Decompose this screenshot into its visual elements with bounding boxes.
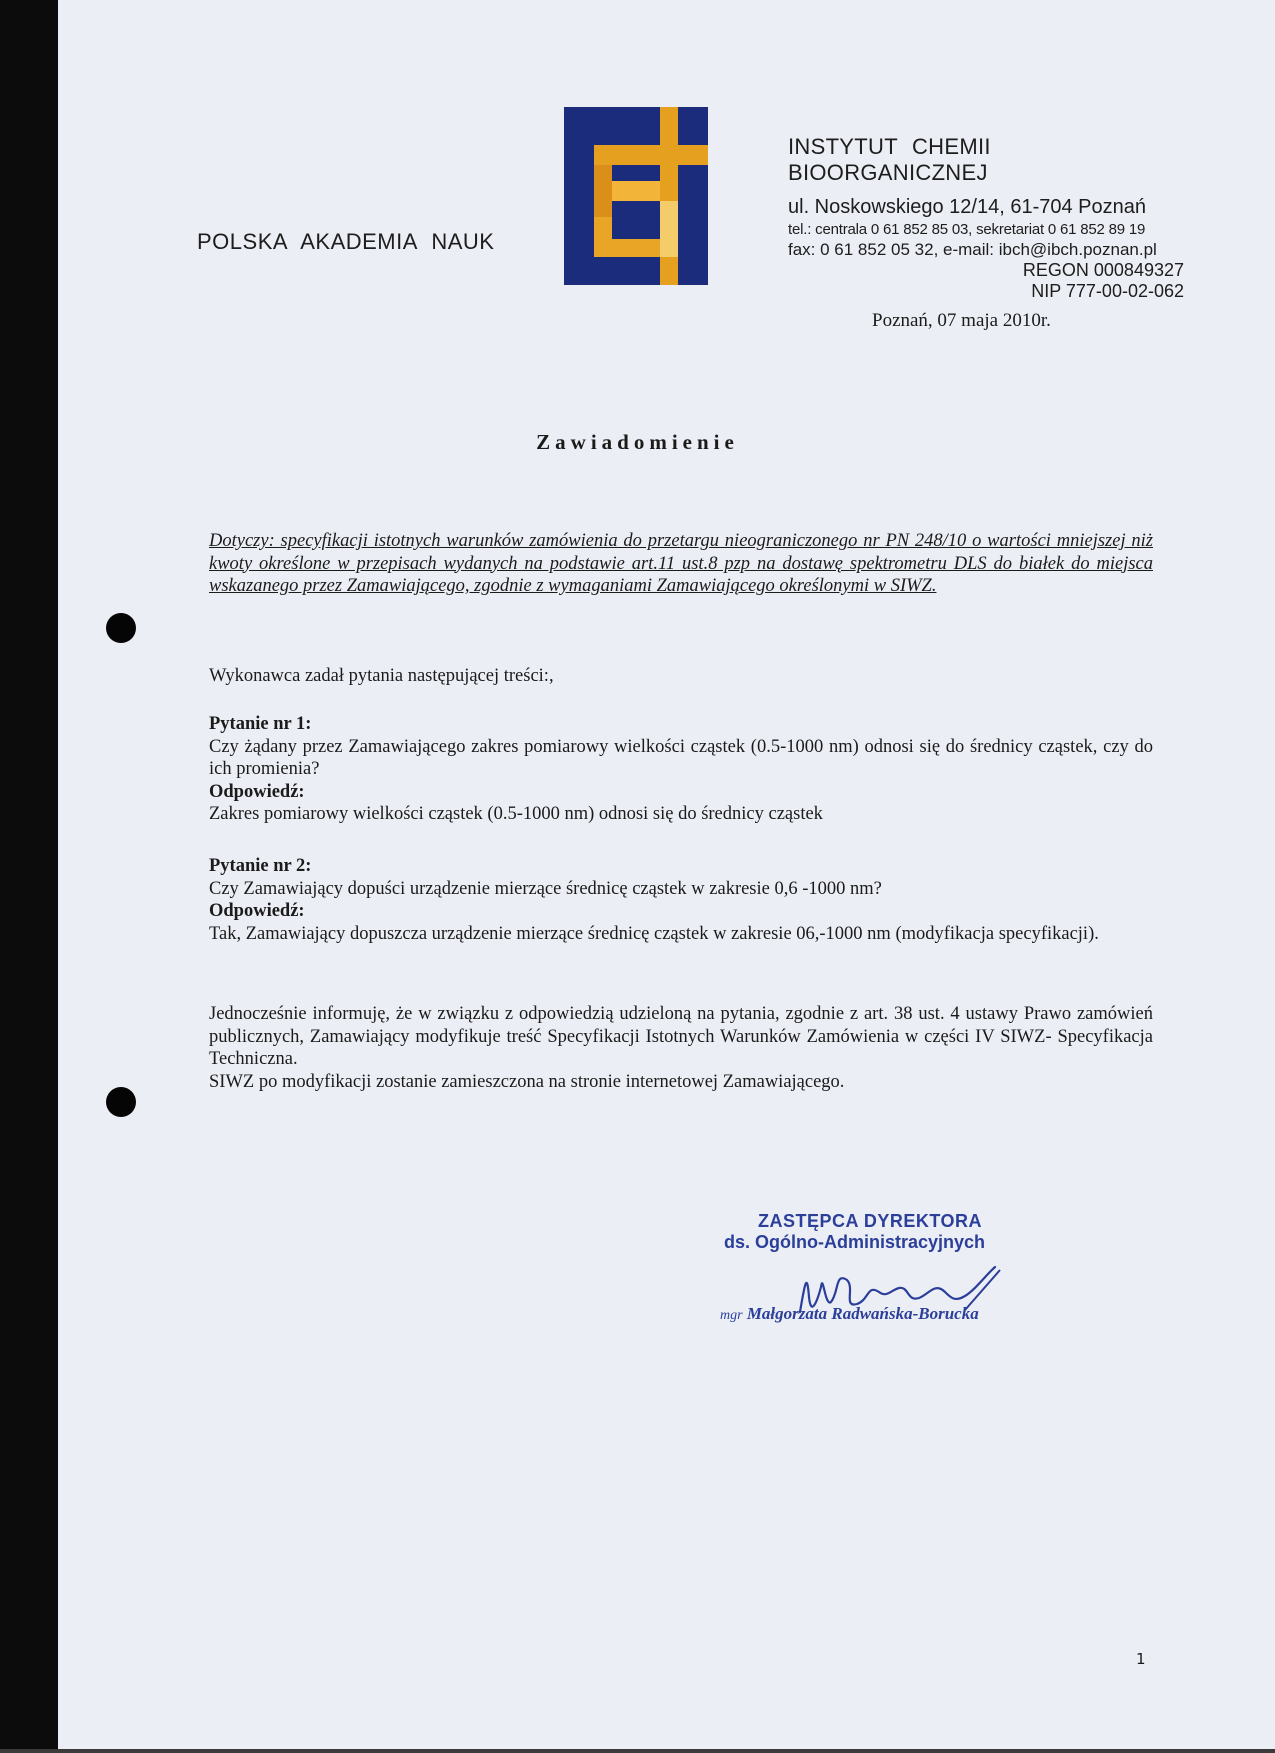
institute-nip: NIP 777-00-02-062 [1031,281,1184,301]
intro-text: Wykonawca zadał pytania następującej treści:, [209,666,554,686]
official-stamp [720,1211,1020,1253]
institute-phone: tel.: centrala 0 61 852 85 03, sekretariat 0 61 852 89 19 [788,221,1146,238]
punch-hole-top [106,613,136,643]
institute-regon: REGON 000849327 [1022,260,1184,280]
punch-hole-bottom [106,1087,136,1117]
question-1-label: Pytanie nr 1: [209,714,312,734]
question-1-block [209,713,1153,826]
document-date: Poznań, 07 maja 2010r. [872,310,1051,331]
scan-bottom-edge [0,1749,1275,1753]
institute-address: ul. Noskowskiego 12/14, 61-704 Poznań [788,196,1147,218]
institute-fax-email: fax: 0 61 852 05 32, e-mail: ibch@ibch.poznan.pl [788,240,1157,259]
signer-title: mgr [720,1308,743,1323]
closing-block [209,1003,1153,1093]
question-2-label: Pytanie nr 2: [209,856,312,876]
closing-paragraph-2: SIWZ po modyfikacji zostanie zamieszczona na stronie internetowej Zamawiającego. [209,1071,845,1092]
page-number: 1 [1136,1650,1146,1668]
institute-name: INSTYTUT CHEMII BIOORGANICZNEJ [788,134,991,185]
document-title: Zawiadomienie [536,430,739,454]
answer-1-text: Zakres pomiarowy wielkości cząstek (0.5-1000 nm) odnosi się do średnicy cząstek [209,804,823,824]
signer-line [720,1304,979,1324]
institute-logo [564,107,708,285]
stamp-line-1: ZASTĘPCA DYREKTORA [757,1211,982,1231]
academy-name: POLSKA AKADEMIA NAUK [197,229,495,254]
scan-dark-edge [0,0,58,1753]
subject-paragraph: Dotyczy: specyfikacji istotnych warunków zamówienia do przetargu nieograniczonego nr PN 248/10 o wartości mniejszej niż kwoty określone w przepisach wydanych na podstawie art.11 ust.8 pzp na dostawę spektrometru DLS do białek do miejsca wskazanego przez Zamawiającego, zgodnie z wymaganiami Zamawiającego określonymi w SIWZ. [209,531,1153,596]
signer-name: Małgorzata Radwańska-Borucka [746,1304,979,1323]
answer-1-label: Odpowiedź: [209,781,305,802]
institute-header [788,134,1188,302]
question-1-text: Czy żądany przez Zamawiającego zakres pomiarowy wielkości cząstek (0.5-1000 nm) odnosi się do średnicy cząstek, czy do ich promienia? [209,736,1153,779]
answer-2-label: Odpowiedź: [209,901,305,921]
answer-2-text: Tak, Zamawiający dopuszcza urządzenie mierzące średnicę cząstek w zakresie 06,-1000 nm (modyfikacja specyfikacji). [209,923,1099,944]
question-2-text: Czy Zamawiający dopuści urządzenie mierzące średnicę cząstek w zakresie 0,6 -1000 nm? [209,878,882,899]
stamp-line-2: ds. Ogólno-Administracyjnych [724,1232,986,1252]
intro-block [209,665,1153,688]
question-2-block [209,855,1153,945]
closing-paragraph: Jednocześnie informuję, że w związku z odpowiedzią udzieloną na pytania, zgodnie z art. 38 ust. 4 ustawy Prawo zamówień publicznych, Zamawiający modyfikuje treść Specyfikacji Istotnych Warunków Zamówienia w części IV SIWZ- Specyfikacja Techniczna. [209,1004,1153,1069]
